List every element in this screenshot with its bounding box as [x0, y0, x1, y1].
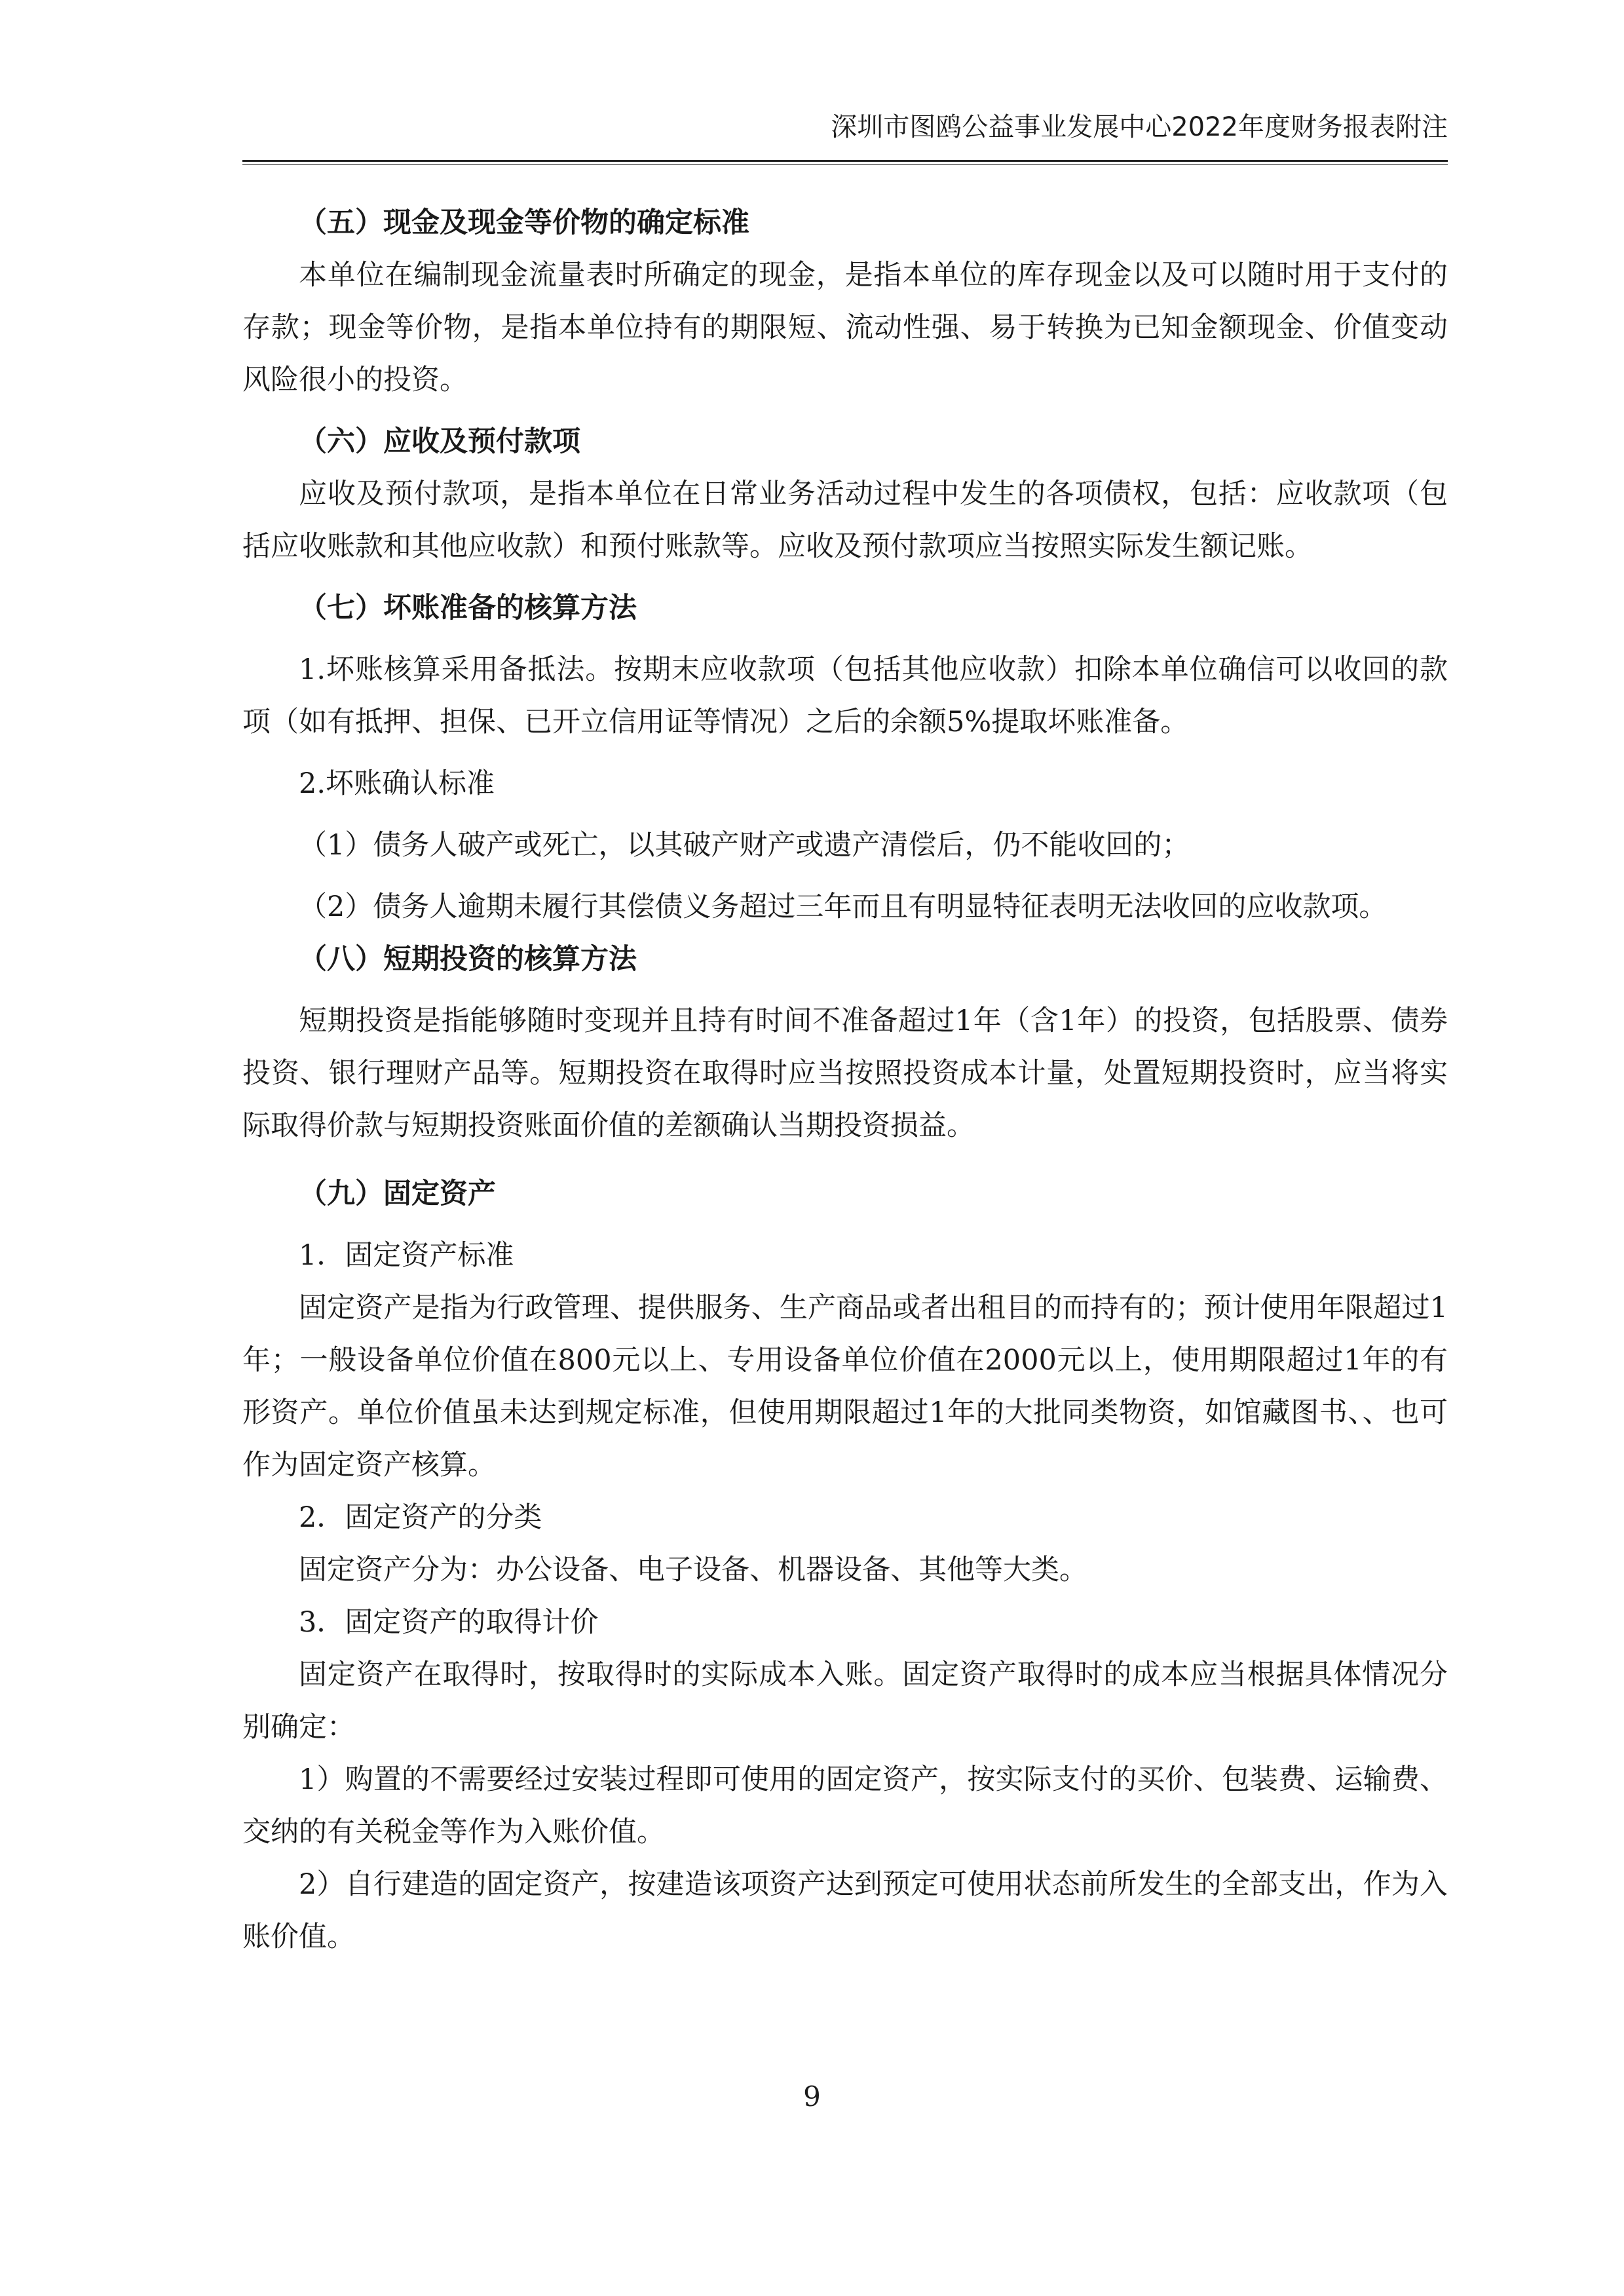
list-item-valuation-2: 2）自行建造的固定资产，按建造该项资产达到预定可使用状态前所发生的全部支出，作为入账价值。: [242, 1868, 1448, 1953]
page-header-title: 深圳市图鸥公益事业发展中心2022年度财务报表附注: [831, 112, 1448, 142]
subheading-fixed-asset-standard: 1．固定资产标准: [299, 1239, 514, 1272]
section-heading-short-term-investment: （八）短期投资的核算方法: [299, 943, 637, 976]
paragraph-cash-equivalents: 本单位在编制现金流量表时所确定的现金，是指本单位的库存现金以及可以随时用于支付的存款；现金等价物，是指本单位持有的期限短、流动性强、易于转换为已知金额现金、价值变动风险很小的投资。: [242, 259, 1448, 396]
document-body: [242, 197, 1448, 1963]
subheading-fixed-asset-valuation: 3．固定资产的取得计价: [299, 1606, 599, 1639]
paragraph-fixed-asset-standard: 固定资产是指为行政管理、提供服务、生产商品或者出租目的而持有的；预计使用年限超过1年；一般设备单位价值在800元以上、专用设备单位价值在2000元以上，使用期限超过1年的有形资产。单位价值虽未达到规定标准，但使用期限超过1年的大批同类物资，如馆藏图书、、也可作为固定资产核算。: [242, 1292, 1448, 1482]
section-heading-cash-equivalents: （五）现金及现金等价物的确定标准: [299, 206, 749, 239]
paragraph-fixed-asset-valuation: 固定资产在取得时，按取得时的实际成本入账。固定资产取得时的成本应当根据具体情况分别确定：: [242, 1658, 1448, 1744]
paragraph-short-term-investment: 短期投资是指能够随时变现并且持有时间不准备超过1年（含1年）的投资，包括股票、债券投资、银行理财产品等。短期投资在取得时应当按照投资成本计量，处置短期投资时，应当将实际取得价款与短期投资账面价值的差额确认当期投资损益。: [242, 1004, 1448, 1142]
list-item-valuation-1: 1）购置的不需要经过安装过程即可使用的固定资产，按实际支付的买价、包装费、运输费、交纳的有关税金等作为入账价值。: [242, 1763, 1448, 1848]
page-number: 9: [803, 2080, 821, 2113]
paragraph-receivables: 应收及预付款项，是指本单位在日常业务活动过程中发生的各项债权，包括：应收款项（包括应收账款和其他应收款）和预付账款等。应收及预付款项应当按照实际发生额记账。: [242, 478, 1448, 563]
section-heading-fixed-assets: （九）固定资产: [299, 1177, 496, 1210]
section-heading-bad-debt: （七）坏账准备的核算方法: [299, 592, 637, 624]
subheading-fixed-asset-classification: 2．固定资产的分类: [299, 1501, 542, 1534]
list-item-bad-debt-2: （2）债务人逾期未履行其偿债义务超过三年而且有明显特征表明无法收回的应收款项。: [299, 890, 1388, 923]
paragraph-bad-debt-method: 1.坏账核算采用备抵法。按期末应收款项（包括其他应收款）扣除本单位确信可以收回的款项（如有抵押、担保、已开立信用证等情况）之后的余额5%提取坏账准备。: [242, 653, 1448, 738]
section-heading-receivables: （六）应收及预付款项: [299, 425, 580, 458]
header-divider: [242, 160, 1448, 165]
paragraph-fixed-asset-classification: 固定资产分为：办公设备、电子设备、机器设备、其他等大类。: [299, 1554, 1087, 1586]
list-item-bad-debt-1: （1）债务人破产或死亡，以其破产财产或遗产清偿后，仍不能收回的；: [299, 829, 1190, 862]
subheading-bad-debt-criteria: 2.坏账确认标准: [299, 767, 495, 800]
